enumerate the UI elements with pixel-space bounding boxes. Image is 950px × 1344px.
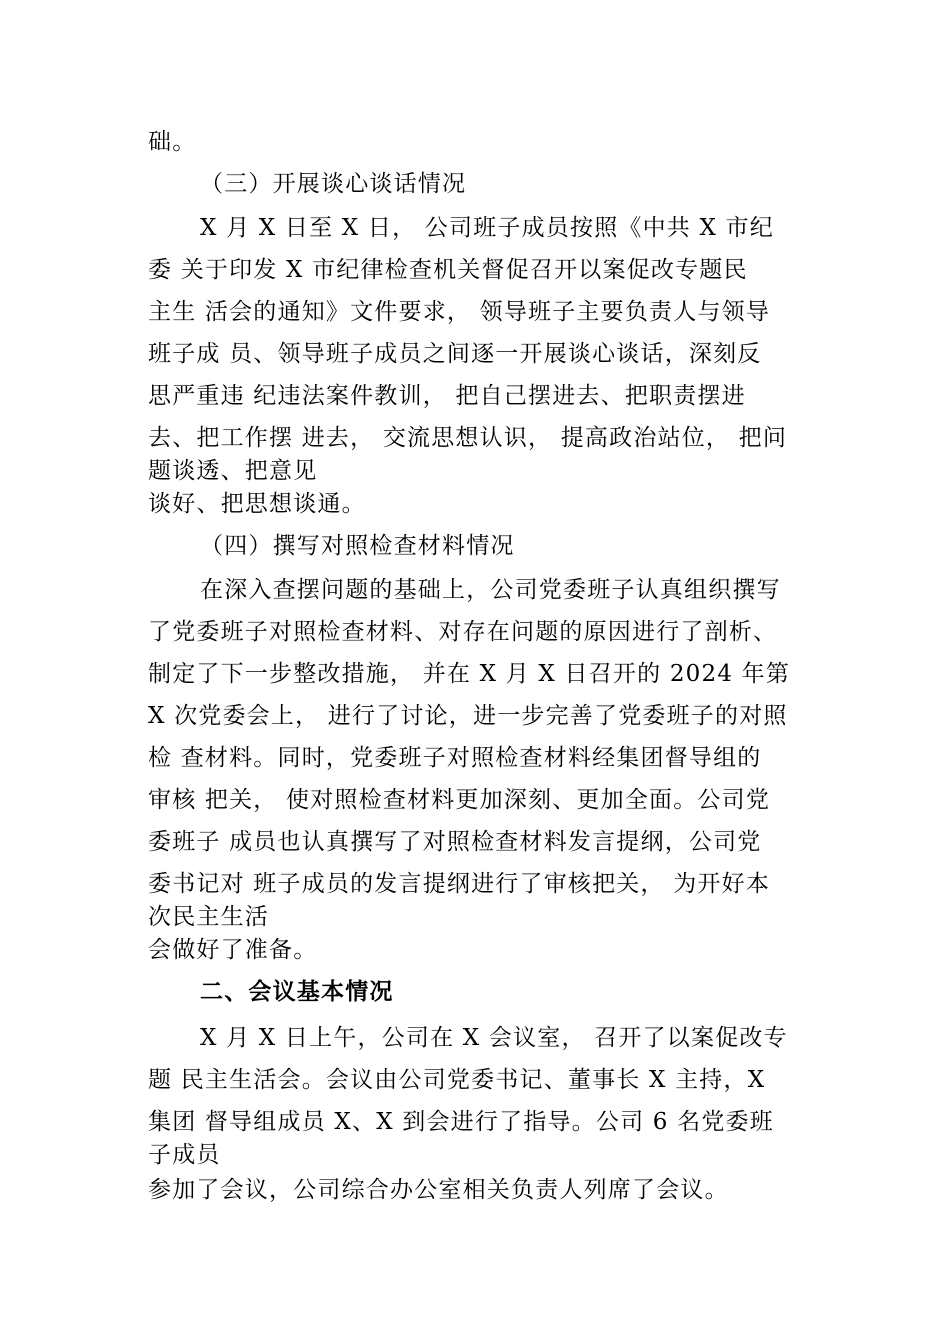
paragraph-line: 检 查材料。同时，党委班子对照检查材料经集团督导组的 (148, 745, 762, 771)
paragraph-line: 会做好了准备。 (148, 937, 318, 963)
paragraph-line: 子成员 (148, 1142, 221, 1168)
paragraph-line: 题谈透、把意见 (148, 458, 318, 484)
paragraph-line: X 月 X 日至 X 日， 公司班子成员按照《中共 X 市纪 (200, 215, 774, 241)
paragraph-line: 了党委班子对照检查材料、对存在问题的原因进行了剖析、 (148, 619, 778, 645)
paragraph-line: 委书记对 班子成员的发言提纲进行了审核把关， 为开好本 (148, 871, 771, 897)
section-heading-3: （三）开展谈心谈话情况 (200, 171, 467, 197)
paragraph-line: X 次党委会上， 进行了讨论，进一步完善了党委班子的对照 (148, 703, 788, 729)
paragraph-line: 去、把工作摆 进去， 交流思想认识， 提高政治站位， 把问 (148, 425, 788, 451)
paragraph-line: 班子成 员、领导班子成员之间逐一开展谈心谈话，深刻反 (148, 341, 762, 367)
paragraph-line: 制定了下一步整改措施， 并在 X 月 X 日召开的 2024 年第 (148, 661, 791, 687)
paragraph-line: 参加了会议，公司综合办公室相关负责人列席了会议。 (148, 1177, 729, 1203)
continuation-text: 础。 (148, 129, 197, 155)
paragraph-line: 委班子 成员也认真撰写了对照检查材料发言提纲，公司党 (148, 829, 762, 855)
paragraph-line: 委 关于印发 X 市纪律检查机关督促召开以案促改专题民 (148, 257, 748, 283)
paragraph-line: 主生 活会的通知》文件要求， 领导班子主要负责人与领导 (148, 299, 771, 325)
paragraph-line: 在深入查摆问题的基础上，公司党委班子认真组织撰写 (200, 577, 781, 603)
paragraph-line: X 月 X 日上午，公司在 X 会议室， 召开了以案促改专 (200, 1025, 788, 1051)
paragraph-line: 思严重违 纪违法案件教训， 把自己摆进去、把职责摆进 (148, 383, 746, 409)
paragraph-line: 集团 督导组成员 X、X 到会进行了指导。公司 6 名党委班 (148, 1109, 774, 1135)
section-heading-4: （四）撰写对照检查材料情况 (200, 533, 515, 559)
paragraph-line: 谈好、把思想谈通。 (148, 491, 366, 517)
paragraph-line: 审核 把关， 使对照检查材料更加深刻、更加全面。公司党 (148, 787, 771, 813)
paragraph-line: 题 民主生活会。会议由公司党委书记、董事长 X 主持，X (148, 1067, 766, 1093)
paragraph-line: 次民主生活 (148, 904, 269, 930)
section-heading-meeting: 二、会议基本情况 (200, 979, 394, 1005)
